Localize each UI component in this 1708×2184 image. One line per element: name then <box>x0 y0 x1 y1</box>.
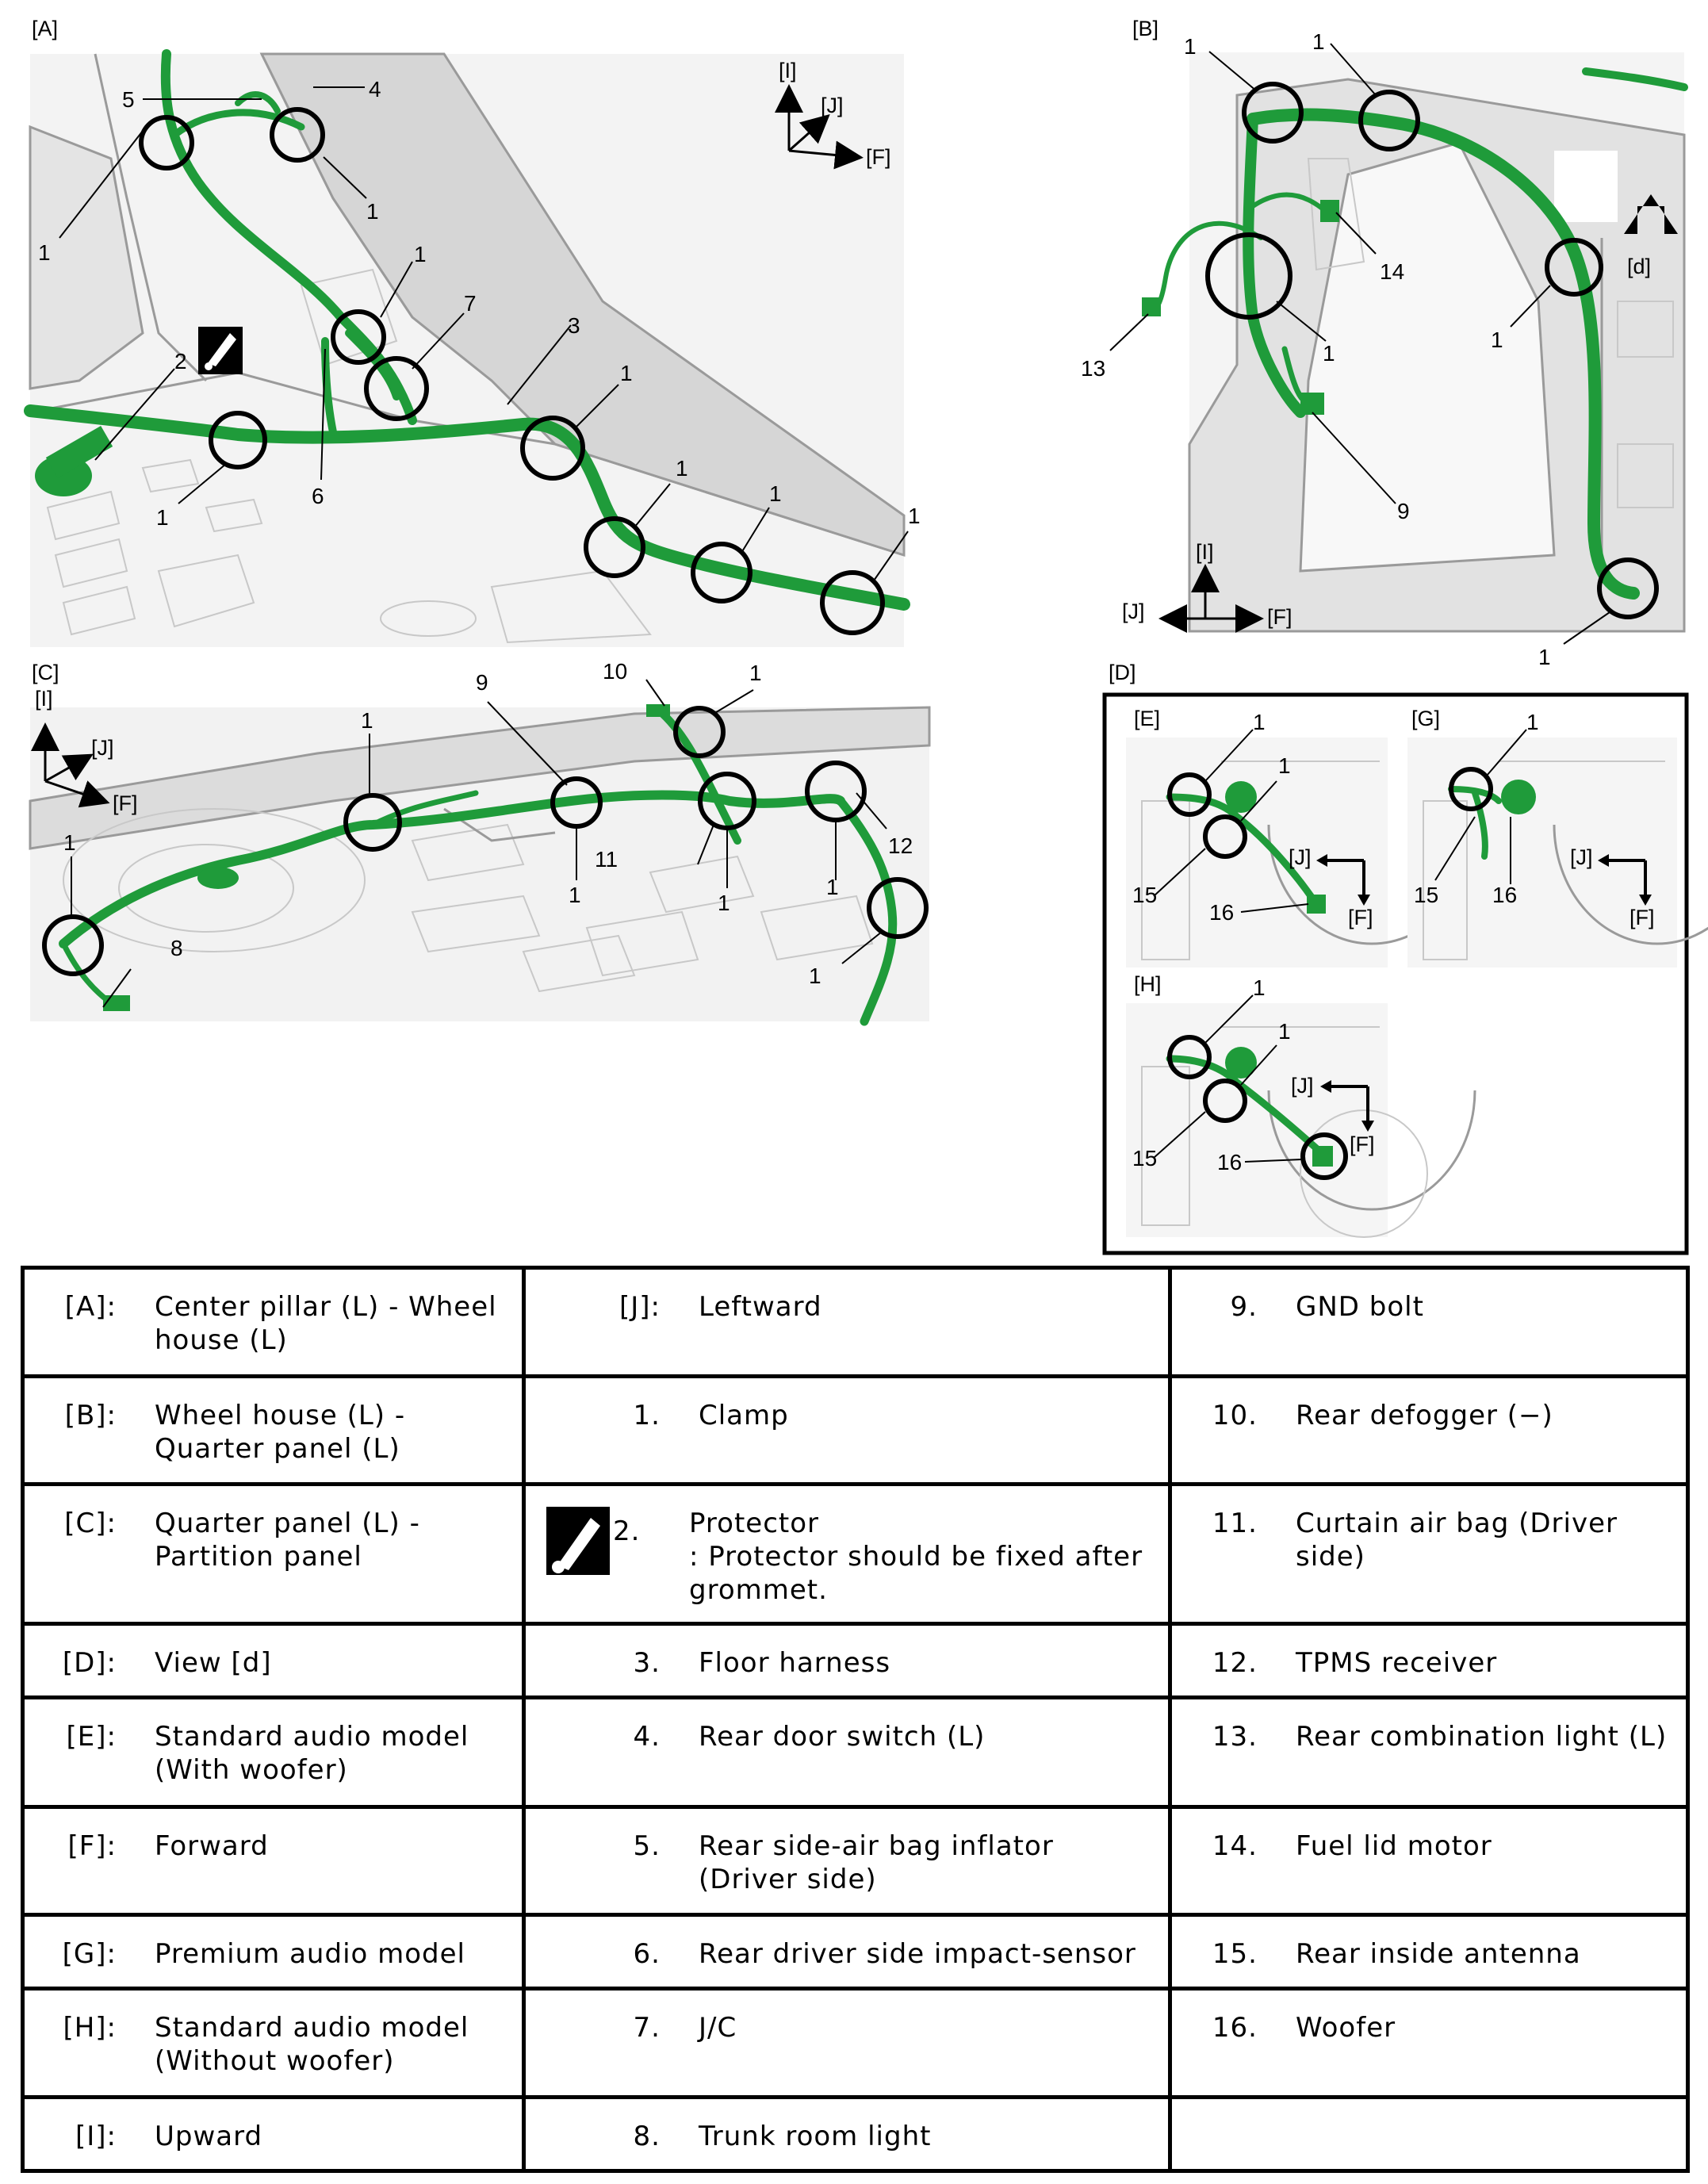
legend-key: 15. <box>1212 1937 1258 1970</box>
axis-j-label: [J] <box>821 94 844 117</box>
legend-value <box>661 2011 1160 2044</box>
panel-d <box>1105 661 1708 1253</box>
legend-row <box>23 1698 1688 1807</box>
legend-cell <box>23 1914 524 1988</box>
callout-1: 1 <box>908 504 921 528</box>
callout-1: 1 <box>156 505 169 530</box>
legend-row <box>23 1377 1688 1484</box>
legend-value <box>661 1830 1160 1896</box>
legend-cell <box>524 1484 1170 1624</box>
legend-value-note: : Protector should be fixed after grommet. <box>689 1540 1143 1606</box>
legend-cell <box>1170 1484 1688 1624</box>
legend-key: 6. <box>633 1937 661 1970</box>
legend-value-text: J/C <box>699 2011 737 2044</box>
legend-value-text: Wheel house (L) - Quarter panel (L) <box>155 1400 406 1466</box>
legend-key: 16. <box>1212 2011 1258 2044</box>
legend-value <box>117 2120 514 2153</box>
legend-value <box>117 1290 514 1357</box>
callout-3: 3 <box>568 313 580 338</box>
legend-value-text: Leftward <box>699 1291 822 1323</box>
legend-key: [H]: <box>63 2011 117 2044</box>
legend-key: [J]: <box>618 1291 661 1323</box>
axis-f-label: [F] <box>1348 906 1373 929</box>
legend-cell <box>524 2098 1170 2171</box>
axis-i-label: [I] <box>1196 540 1214 564</box>
callout-1: 1 <box>414 242 427 266</box>
legend-key: 13. <box>1212 1721 1258 1753</box>
legend-cell <box>524 1988 1170 2097</box>
legend-cell <box>1170 1377 1688 1484</box>
callout-1: 1 <box>366 199 379 224</box>
callout-1: 1 <box>676 456 688 481</box>
callout-11: 11 <box>595 847 618 872</box>
axis-f-label: [F] <box>1350 1132 1375 1156</box>
legend-key: 11. <box>1212 1507 1258 1539</box>
callout-16: 16 <box>1209 900 1235 925</box>
axis-j-label: [J] <box>1570 845 1593 869</box>
legend-value-text: Standard audio model (With woofer) <box>155 1721 469 1787</box>
callout-1: 1 <box>749 661 762 685</box>
panel-a-label: [A] <box>32 17 59 40</box>
legend-value-text: Clamp <box>699 1400 789 1432</box>
legend-value <box>117 2011 514 2078</box>
legend-row <box>23 1484 1688 1624</box>
legend-value <box>661 1399 1160 1432</box>
legend-row <box>23 1624 1688 1698</box>
legend-value <box>117 1646 514 1680</box>
callout-10: 10 <box>603 659 628 684</box>
legend-cell <box>23 2098 524 2171</box>
callout-4: 4 <box>369 77 381 102</box>
legend-key: 3. <box>633 1647 661 1680</box>
legend-value-text: Quarter panel (L) - Partition panel <box>155 1507 420 1573</box>
legend-cell <box>23 1624 524 1698</box>
legend-key: 1. <box>633 1400 661 1432</box>
legend-value <box>661 1937 1160 1971</box>
callout-8: 8 <box>170 936 183 960</box>
legend-key: 5. <box>633 1830 661 1862</box>
legend-cell <box>524 1377 1170 1484</box>
legend-value <box>1258 1937 1678 1971</box>
callout-1: 1 <box>38 240 51 265</box>
legend-value <box>656 1507 1160 1607</box>
legend-value <box>117 1830 514 1863</box>
callout-1: 1 <box>63 830 76 855</box>
legend-value-text: Rear defogger (−) <box>1296 1400 1553 1432</box>
panel-a <box>30 17 921 647</box>
legend-value-text: Center pillar (L) - Wheel house (L) <box>155 1291 497 1356</box>
legend-value-text: GND bolt <box>1296 1291 1424 1323</box>
legend-key: 10. <box>1212 1400 1258 1432</box>
legend-cell <box>1170 2098 1688 2171</box>
panel-d-label: [D] <box>1109 661 1136 684</box>
callout-1: 1 <box>769 481 782 506</box>
legend-value-text: Floor harness <box>699 1647 891 1680</box>
view-d-label: [d] <box>1627 255 1652 278</box>
legend-key: 9. <box>1230 1291 1258 1323</box>
legend-key: 2. <box>613 1515 641 1547</box>
subpanel-e-label: [E] <box>1134 707 1161 730</box>
callout-13: 13 <box>1081 356 1106 381</box>
legend-value <box>1258 1290 1678 1324</box>
legend-value <box>661 1720 1160 1753</box>
legend-row <box>23 1988 1688 2097</box>
legend-value <box>1258 1399 1678 1432</box>
legend-value <box>117 1399 514 1466</box>
protector-icon <box>546 1507 610 1575</box>
callout-1: 1 <box>620 361 633 385</box>
legend-key: [B]: <box>64 1400 117 1432</box>
axis-j-label: [J] <box>91 736 114 760</box>
legend-cell <box>23 1988 524 2097</box>
legend-value-text: Forward <box>155 1830 269 1862</box>
legend-value-text: Rear combination light (L) <box>1296 1721 1668 1753</box>
legend-key: 8. <box>633 2121 661 2153</box>
subpanel-g-label: [G] <box>1411 707 1441 730</box>
callout-9: 9 <box>1397 499 1410 523</box>
callout-9: 9 <box>476 670 488 695</box>
legend-value <box>661 1646 1160 1680</box>
legend-cell <box>1170 1268 1688 1377</box>
axis-j-label: [J] <box>1122 600 1145 623</box>
legend-row <box>23 2098 1688 2171</box>
axis-f-label: [F] <box>866 145 891 169</box>
legend-value-text: Rear side-air bag inflator (Driver side) <box>699 1830 1054 1895</box>
legend-value <box>1258 1720 1678 1753</box>
callout-6: 6 <box>312 484 324 508</box>
legend-cell <box>524 1698 1170 1807</box>
axis-f-label: [F] <box>1267 605 1292 629</box>
legend-key: 7. <box>633 2011 661 2044</box>
callout-16: 16 <box>1217 1150 1243 1174</box>
callout-1: 1 <box>361 708 373 733</box>
legend-value-text: Rear inside antenna <box>1296 1937 1581 1970</box>
legend-value-text: Rear driver side impact-sensor <box>699 1937 1136 1970</box>
legend-cell <box>23 1698 524 1807</box>
legend-value <box>117 1720 514 1787</box>
legend-value-text: View [d] <box>155 1647 272 1680</box>
callout-15: 15 <box>1132 1146 1158 1171</box>
legend-cell <box>524 1268 1170 1377</box>
legend-value-text: Rear door switch (L) <box>699 1721 986 1753</box>
legend-key: [I]: <box>75 2121 117 2153</box>
legend-value-text: Fuel lid motor <box>1296 1830 1492 1862</box>
callout-1: 1 <box>1278 1019 1291 1044</box>
legend-key: [A]: <box>64 1291 117 1323</box>
callout-1: 1 <box>1253 975 1266 1000</box>
legend-row <box>23 1268 1688 1377</box>
legend-value <box>661 2120 1160 2153</box>
legend-value-text: Premium audio model <box>155 1937 465 1970</box>
callout-1: 1 <box>1526 710 1539 734</box>
legend-key: [D]: <box>62 1647 117 1680</box>
axis-i-label: [I] <box>35 687 53 711</box>
callout-5: 5 <box>122 87 135 112</box>
legend-cell <box>23 1268 524 1377</box>
legend-cell <box>1170 1698 1688 1807</box>
callout-1: 1 <box>809 964 821 988</box>
axis-i-label: [I] <box>779 59 797 82</box>
panel-b <box>1081 17 1684 669</box>
callout-1: 1 <box>1184 34 1197 59</box>
legend-key: 4. <box>633 1721 661 1753</box>
callout-14: 14 <box>1380 259 1405 284</box>
legend-cell <box>524 1807 1170 1914</box>
legend-value-text: Curtain air bag (Driver side) <box>1296 1507 1618 1573</box>
legend-value <box>1258 1507 1678 1573</box>
callout-1: 1 <box>718 891 730 915</box>
legend-value-text: Protector <box>689 1507 819 1539</box>
legend-cell <box>1170 1624 1688 1698</box>
legend-key: 14. <box>1212 1830 1258 1862</box>
callout-1: 1 <box>569 883 581 907</box>
legend-key: [F]: <box>67 1830 117 1862</box>
legend-value <box>661 1290 1160 1324</box>
legend-table <box>21 1266 1690 2173</box>
legend-value <box>1258 1830 1678 1863</box>
legend-value-text: TPMS receiver <box>1296 1647 1498 1680</box>
legend-key: [G]: <box>62 1937 117 1970</box>
legend-cell <box>524 1914 1170 1988</box>
legend-value <box>117 1937 514 1971</box>
callout-1: 1 <box>1323 341 1335 366</box>
axis-f-label: [F] <box>113 791 138 815</box>
axis-j-label: [J] <box>1291 1074 1314 1098</box>
legend-value-text: Standard audio model (Without woofer) <box>155 2011 469 2077</box>
legend-cell <box>524 1624 1170 1698</box>
legend-value-text: Trunk room light <box>699 2121 932 2153</box>
callout-1: 1 <box>1278 753 1291 778</box>
callout-1: 1 <box>1538 645 1551 669</box>
callout-15: 15 <box>1414 883 1439 907</box>
panel-c <box>30 659 929 1021</box>
subpanel-h-label: [H] <box>1134 972 1162 996</box>
legend-value-text: Upward <box>155 2121 263 2153</box>
legend-value <box>1258 2011 1678 2044</box>
callout-16: 16 <box>1492 883 1518 907</box>
callout-1: 1 <box>1491 328 1503 352</box>
callout-1: 1 <box>1312 29 1325 54</box>
callout-12: 12 <box>888 833 913 858</box>
legend-row <box>23 1807 1688 1914</box>
callout-7: 7 <box>464 291 477 316</box>
legend-cell <box>23 1807 524 1914</box>
legend-cell <box>1170 1807 1688 1914</box>
panel-b-label: [B] <box>1132 17 1159 40</box>
legend-key: 12. <box>1212 1647 1258 1680</box>
legend-cell <box>1170 1988 1688 2097</box>
callout-15: 15 <box>1132 883 1158 907</box>
legend-cell <box>23 1484 524 1624</box>
legend-row <box>23 1914 1688 1988</box>
legend-value <box>117 1507 514 1573</box>
legend-cell <box>23 1377 524 1484</box>
subpanel-g <box>1407 707 1708 967</box>
legend-key: [E]: <box>66 1721 117 1753</box>
callout-1: 1 <box>826 875 839 899</box>
legend-value <box>1258 1646 1678 1680</box>
callout-2: 2 <box>174 349 187 374</box>
axis-j-label: [J] <box>1289 845 1312 869</box>
panel-c-label: [C] <box>32 661 59 684</box>
callout-1: 1 <box>1253 710 1266 734</box>
legend-key: [C]: <box>64 1507 117 1539</box>
legend-cell <box>1170 1914 1688 1988</box>
legend-value-text: Woofer <box>1296 2011 1396 2044</box>
axis-f-label: [F] <box>1629 906 1655 929</box>
